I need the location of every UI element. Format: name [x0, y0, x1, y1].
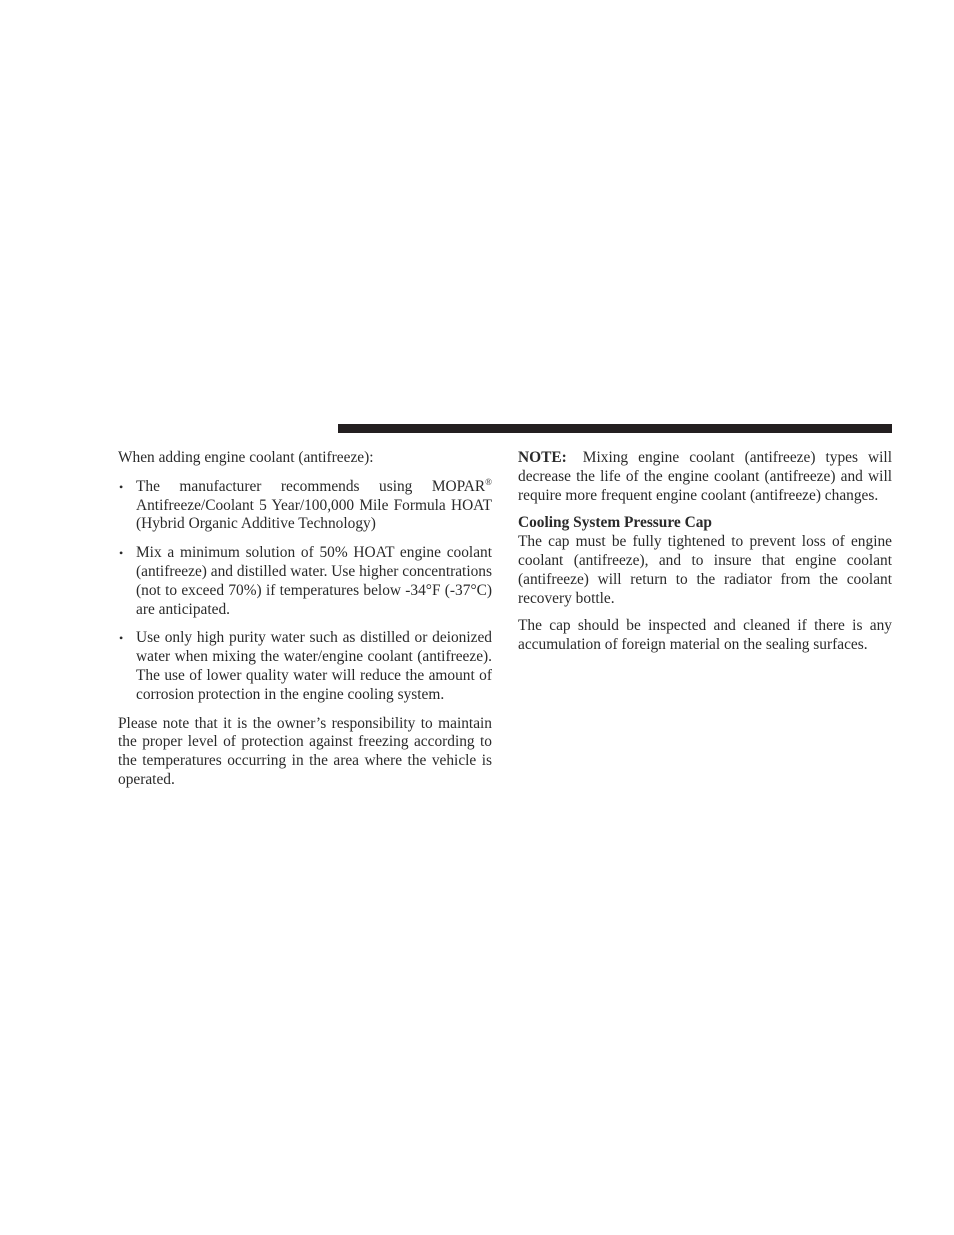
bullet-text-continued: Antifreeze/Coolant 5 Year/100,000 Mile Formula HOAT (Hybrid Organic Additive Technology): [136, 496, 492, 533]
registered-mark: ®: [485, 476, 492, 487]
bullet-text: Mix a minimum solution of 50% HOAT engine coolant (antifreeze) and distilled water. Use higher concentrations (not to exceed 70%) if temperatures below -34°F (-37°C) are anticipated.: [136, 544, 492, 618]
closing-paragraph: Please note that it is the owner’s responsibility to maintain the proper level of protection against freezing according to the temperatures occurring in the area where the vehicle is operated.: [118, 714, 492, 788]
bullet-text: Use only high purity water such as distilled or deionized water when mixing the water/engine coolant (antifreeze). The use of lower quality water will reduce the amount of corrosion protection in the engine cooling system.: [136, 629, 492, 703]
bullet-icon: •: [119, 631, 124, 646]
note-paragraph: [518, 449, 892, 505]
list-item: [118, 544, 492, 619]
left-column: [118, 449, 492, 790]
note-text: Mixing engine coolant (antifreeze) types will decrease the life of the engine coolant (antifreeze) and will require more frequent engine coolant (antifreeze) changes.: [518, 449, 892, 504]
intro-text: When adding engine coolant (antifreeze):: [118, 449, 374, 466]
bullet-icon: •: [119, 479, 124, 494]
header-rule: [338, 424, 892, 433]
list-item: [118, 629, 492, 704]
right-column: [518, 449, 892, 664]
note-label: NOTE:: [518, 449, 567, 466]
inspection-paragraph: The cap should be inspected and cleaned if there is any accumulation of foreign material on the sealing surfaces.: [518, 617, 892, 654]
list-item: [118, 478, 492, 534]
pressure-cap-paragraph: The cap must be fully tightened to prevent loss of engine coolant (antifreeze), and to insure that engine coolant (antifreeze) will return to the radiator from the coolant recovery bottle.: [518, 533, 892, 607]
bullet-text: The manufacturer recommends using MOPAR: [136, 477, 486, 495]
section-heading: Cooling System Pressure Cap: [518, 514, 712, 532]
coolant-bullet-list: [118, 478, 492, 705]
bullet-icon: •: [119, 546, 124, 561]
